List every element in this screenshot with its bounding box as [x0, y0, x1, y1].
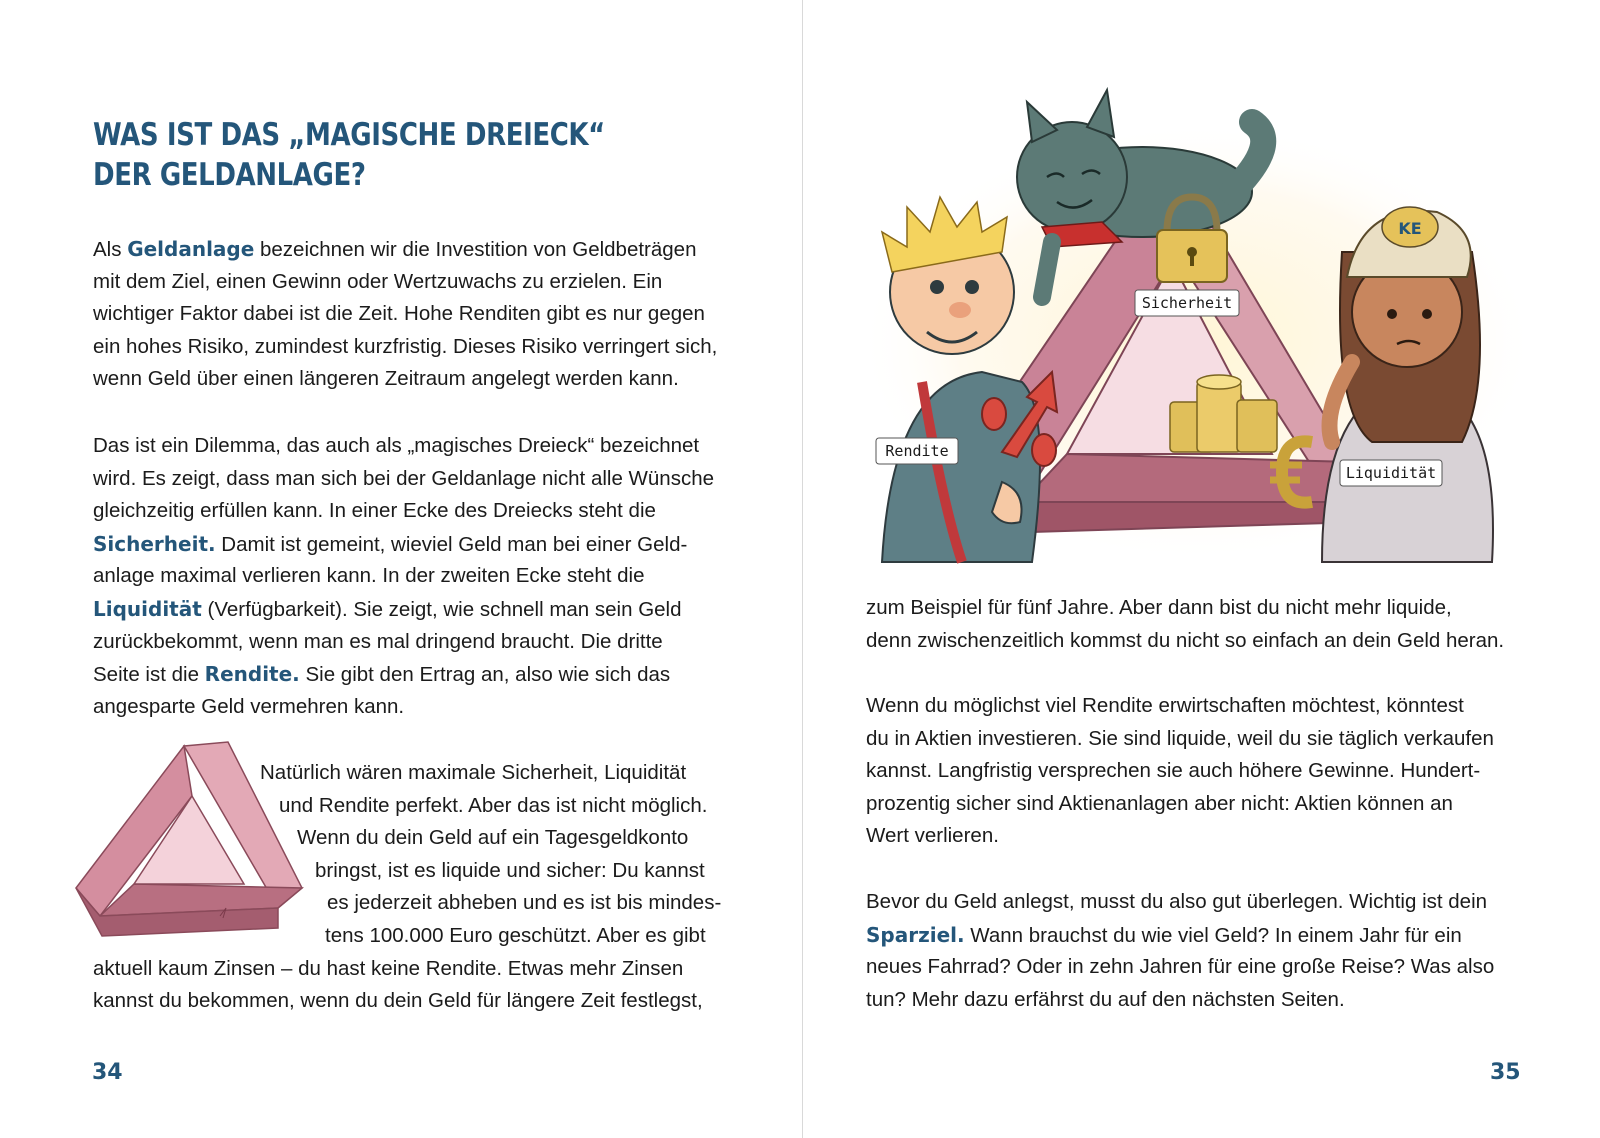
text-line [866, 723, 1494, 756]
key-term: Geldanlage [127, 237, 255, 261]
key-term: Sicherheit. [93, 531, 216, 556]
key-term: Rendite. [204, 662, 300, 687]
text-line [866, 984, 1494, 1017]
paragraph-dilemma [93, 430, 714, 723]
text-line: aktuell kaum Zinsen – du hast keine Rendite. Etwas mehr Zinsen [93, 956, 684, 980]
text-line [93, 495, 714, 528]
page-number: 34 [92, 1060, 123, 1085]
text-run: zum Beispiel für fünf Jahre. Aber dann bist du nicht mehr liquide, [866, 596, 1452, 619]
text-line [93, 560, 714, 593]
text-line: Wenn du dein Geld auf ein Tagesgeldkonto [297, 826, 689, 850]
text-run: (Verfügbarkeit). Sie zeigt, wie schnell man sein Geld [201, 597, 682, 621]
paragraph-continued [866, 592, 1504, 657]
text-line [866, 788, 1494, 821]
text-run: anlage maximal verlieren kann. In der zweiten Ecke steht die [93, 564, 645, 588]
text-run: Seite ist die [93, 663, 205, 687]
text-line [866, 592, 1504, 625]
text-run: Bevor du Geld anlegst, musst du also gut überlegen. Wichtig ist dein [866, 890, 1488, 913]
page-title [93, 115, 631, 195]
text-line [93, 593, 714, 626]
svg-text:Liquidität: Liquidität [1345, 464, 1437, 482]
text-line [93, 463, 714, 496]
text-line [93, 430, 714, 463]
text-run: wird. Es zeigt, dass man sich bei der Geldanlage nicht alle Wünsche [93, 466, 715, 490]
text-run: denn zwischenzeitlich kommst du nicht so einfach an dein Geld heran. [866, 628, 1505, 652]
svg-text:Sicherheit: Sicherheit [1141, 294, 1233, 312]
key-term: Liquidität [93, 596, 202, 621]
text-line [93, 331, 717, 364]
text-line [93, 363, 717, 396]
title-line: DER GELDANLAGE? [93, 157, 366, 193]
text-line [866, 951, 1494, 984]
svg-text:Rendite: Rendite [885, 442, 949, 460]
text-line [93, 266, 717, 299]
text-run: Das ist ein Dilemma, das auch als „magisches Dreieck“ bezeichnet [93, 434, 700, 457]
text-line: kannst du bekommen, wenn du dein Geld für längere Zeit festlegst, [93, 989, 703, 1013]
paragraph-intro [93, 233, 717, 396]
text-run: mit dem Ziel, einen Gewinn oder Wertzuwachs zu erzielen. Ein [93, 269, 663, 293]
text-line [866, 690, 1494, 723]
text-line: bringst, ist es liquide und sicher: Du kannst [315, 858, 705, 882]
text-line: tens 100.000 Euro geschützt. Aber es gibt [325, 923, 706, 947]
text-run: kannst. Langfristig versprechen sie auch höhere Gewinne. Hundert- [866, 759, 1481, 783]
text-run: du in Aktien investieren. Sie sind liquide, weil du sie täglich verkaufen [866, 726, 1494, 750]
key-term: Sparziel. [866, 922, 965, 947]
text-line: es jederzeit abheben und es ist bis mindes- [327, 891, 722, 915]
text-run: wichtiger Faktor dabei ist die Zeit. Hohe Renditen gibt es nur gegen [93, 302, 705, 326]
text-run: gleichzeitig erfüllen kann. In einer Ecke des Dreiecks steht die [93, 499, 656, 523]
text-run: bezeichnen wir die Investition von Geldbeträgen [254, 238, 697, 261]
text-run: prozentig sicher sind Aktienanlagen aber nicht: Aktien können an [866, 791, 1453, 815]
text-run: Wann brauchst du wie viel Geld? In einem Jahr für ein [964, 923, 1462, 947]
text-run: Als [93, 238, 128, 261]
text-run: angesparte Geld vermehren kann. [93, 694, 405, 718]
girl-character [1322, 207, 1493, 562]
text-line: und Rendite perfekt. Aber das ist nicht möglich. [279, 793, 708, 817]
title-line: WAS IST DAS „MAGISCHE DREIECK“ [93, 117, 605, 153]
page-number: 35 [1490, 1060, 1521, 1085]
text-run: zurückbekommt, wenn man es mal dringend braucht. Die dritte [93, 629, 663, 653]
label-sicherheit [1135, 290, 1239, 316]
text-run: Wert verlieren. [866, 824, 999, 848]
label-rendite [876, 438, 958, 464]
text-run: Sie gibt den Ertrag an, also wie sich das [299, 663, 671, 687]
text-line [93, 528, 714, 561]
text-line [93, 233, 717, 266]
label-liquiditaet [1340, 460, 1442, 486]
text-line [866, 886, 1494, 919]
text-line [93, 298, 717, 331]
text-line [866, 625, 1504, 658]
paragraph-savings-goal [866, 886, 1494, 1016]
magic-triangle-illustration [852, 82, 1542, 572]
text-line [866, 919, 1494, 952]
text-line [866, 755, 1494, 788]
paragraph-stocks [866, 690, 1494, 853]
text-line [93, 658, 714, 691]
text-line [866, 820, 1494, 853]
text-line [93, 626, 714, 659]
text-run: Wenn du möglichst viel Rendite erwirtschaften möchtest, könntest [866, 694, 1464, 717]
text-run: Damit ist gemeint, wieviel Geld man bei einer Geld- [215, 532, 688, 556]
cap-logo: KE [1398, 219, 1422, 238]
text-line: Natürlich wären maximale Sicherheit, Liquidität [260, 761, 687, 784]
text-run: ein hohes Risiko, zumindest kurzfristig. Dieses Risiko verringert sich, [93, 334, 718, 358]
text-run: wenn Geld über einen längeren Zeitraum angelegt werden kann. [93, 367, 679, 391]
paragraph-example [93, 757, 721, 1018]
text-run: neues Fahrrad? Oder in zehn Jahren für eine große Reise? Was also [866, 955, 1495, 979]
text-run: tun? Mehr dazu erfährst du auf den nächsten Seiten. [866, 987, 1345, 1011]
text-line [93, 691, 714, 724]
